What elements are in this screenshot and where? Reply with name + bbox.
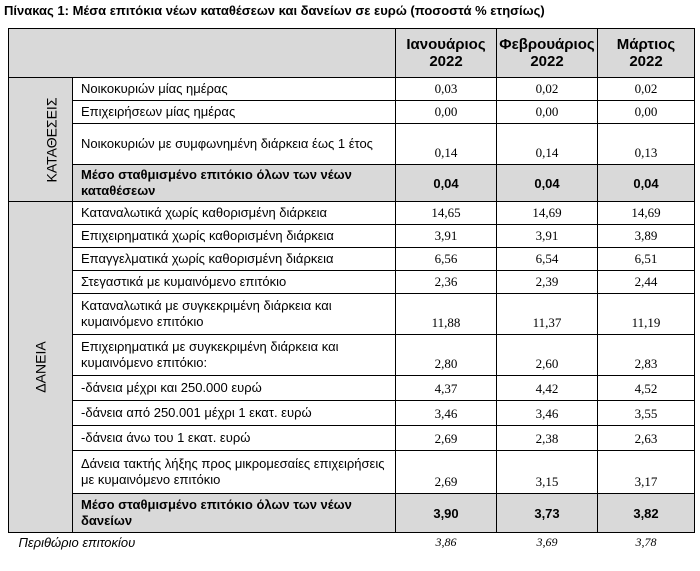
cell-value: 0,00 [396, 101, 497, 124]
cell-value: 0,04 [396, 165, 497, 202]
row-label: Καταναλωτικά χωρίς καθορισμένη διάρκεια [73, 202, 396, 225]
group-label-loans: ΔΑΝΕΙΑ [9, 202, 73, 533]
row-label: Επαγγελματικά χωρίς καθορισμένη διάρκεια [73, 248, 396, 271]
cell-value: 2,80 [396, 335, 497, 376]
cell-value: 3,55 [598, 401, 695, 426]
cell-value: 2,83 [598, 335, 695, 376]
cell-value: 0,02 [497, 78, 598, 101]
row-label: Νοικοκυριών με συμφωνημένη διάρκεια έως 1 έτος [73, 124, 396, 165]
column-header-march: Μάρτιος 2022 [598, 29, 695, 78]
table-row [9, 225, 695, 248]
cell-value: 3,73 [497, 494, 598, 533]
cell-value: 3,91 [497, 225, 598, 248]
cell-value: 0,00 [497, 101, 598, 124]
deposits-total-row [9, 165, 695, 202]
cell-value: 14,69 [598, 202, 695, 225]
column-header-january: Ιανουάριος 2022 [396, 29, 497, 78]
table-row [9, 78, 695, 101]
row-label: Μέσο σταθμισμένο επιτόκιο όλων των νέων καταθέσεων [73, 165, 396, 202]
table-row [9, 335, 695, 376]
cell-value: 4,37 [396, 376, 497, 401]
cell-value: 11,37 [497, 294, 598, 335]
table-row [9, 202, 695, 225]
cell-value: 6,51 [598, 248, 695, 271]
row-label: Μέσο σταθμισμένο επιτόκιο όλων των νέων δανείων [73, 494, 396, 533]
margin-label: Περιθώριο επιτοκίου [9, 533, 396, 553]
cell-value: 2,63 [598, 426, 695, 451]
cell-value: 3,82 [598, 494, 695, 533]
cell-value: 14,69 [497, 202, 598, 225]
cell-value: 11,19 [598, 294, 695, 335]
table-row [9, 426, 695, 451]
header-corner [9, 29, 396, 78]
table-row [9, 124, 695, 165]
row-label: -δάνεια άνω του 1 εκατ. ευρώ [73, 426, 396, 451]
cell-value: 2,39 [497, 271, 598, 294]
row-label: Δάνεια τακτής λήξης προς μικρομεσαίες επιχειρήσεις με κυμαινόμενο επιτόκιο [73, 451, 396, 494]
cell-value: 2,69 [396, 451, 497, 494]
row-label: Καταναλωτικά με συγκεκριμένη διάρκεια και κυμαινόμενο επιτόκιο [73, 294, 396, 335]
row-label: Στεγαστικά με κυμαινόμενο επιτόκιο [73, 271, 396, 294]
cell-value: 0,04 [598, 165, 695, 202]
table-row [9, 401, 695, 426]
row-label: -δάνεια από 250.001 μέχρι 1 εκατ. ευρώ [73, 401, 396, 426]
cell-value: 3,46 [396, 401, 497, 426]
cell-value: 2,38 [497, 426, 598, 451]
table-row [9, 101, 695, 124]
row-label: Επιχειρηματικά χωρίς καθορισμένη διάρκεια [73, 225, 396, 248]
rates-table [8, 28, 695, 553]
cell-value: 0,00 [598, 101, 695, 124]
margin-row [9, 533, 695, 553]
loans-total-row [9, 494, 695, 533]
header-row [9, 29, 695, 78]
cell-value: 0,02 [598, 78, 695, 101]
table-row [9, 294, 695, 335]
cell-value: 2,44 [598, 271, 695, 294]
table-row [9, 451, 695, 494]
cell-value: 2,60 [497, 335, 598, 376]
table-caption: Πίνακας 1: Μέσα επιτόκια νέων καταθέσεων και δανείων σε ευρώ (ποσοστά % ετησίως) [4, 3, 545, 18]
cell-value: 3,17 [598, 451, 695, 494]
cell-value: 2,36 [396, 271, 497, 294]
column-header-february: Φεβρουάριος 2022 [497, 29, 598, 78]
table-row [9, 271, 695, 294]
cell-value: 3,15 [497, 451, 598, 494]
cell-value: 3,89 [598, 225, 695, 248]
cell-value: 14,65 [396, 202, 497, 225]
cell-value: 6,54 [497, 248, 598, 271]
row-label: -δάνεια μέχρι και 250.000 ευρώ [73, 376, 396, 401]
cell-value: 3,78 [598, 533, 695, 553]
cell-value: 6,56 [396, 248, 497, 271]
cell-value: 0,04 [497, 165, 598, 202]
cell-value: 0,13 [598, 124, 695, 165]
row-label: Επιχειρήσεων μίας ημέρας [73, 101, 396, 124]
cell-value: 0,03 [396, 78, 497, 101]
row-label: Επιχειρηματικά με συγκεκριμένη διάρκεια και κυμαινόμενο επιτόκιο: [73, 335, 396, 376]
table-row [9, 376, 695, 401]
table-row [9, 248, 695, 271]
cell-value: 3,46 [497, 401, 598, 426]
row-label: Νοικοκυριών μίας ημέρας [73, 78, 396, 101]
cell-value: 0,14 [497, 124, 598, 165]
cell-value: 4,42 [497, 376, 598, 401]
cell-value: 3,86 [396, 533, 497, 553]
group-label-deposits: ΚΑΤΑΘΕΣΕΙΣ [9, 78, 73, 202]
cell-value: 3,69 [497, 533, 598, 553]
cell-value: 3,91 [396, 225, 497, 248]
cell-value: 4,52 [598, 376, 695, 401]
cell-value: 11,88 [396, 294, 497, 335]
cell-value: 3,90 [396, 494, 497, 533]
cell-value: 2,69 [396, 426, 497, 451]
cell-value: 0,14 [396, 124, 497, 165]
